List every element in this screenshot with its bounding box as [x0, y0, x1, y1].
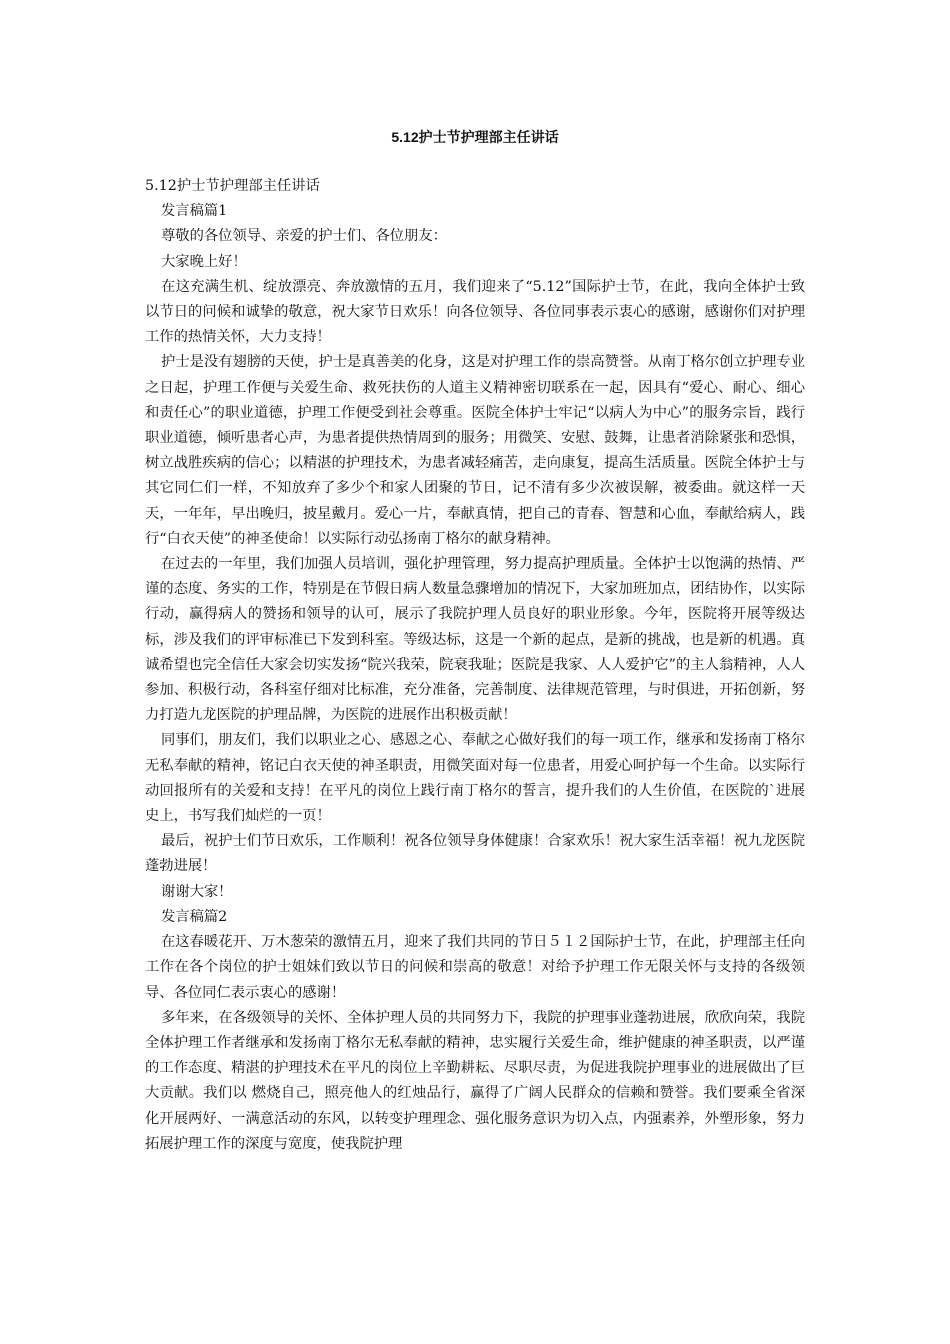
paragraph: 护士是没有翅膀的天使，护士是真善美的化身，这是对护理工作的崇高赞誉。从南丁格尔创立护理专业之日起，护理工作便与关爱生命、救死扶伤的人道主义精神密切联系在一起，因具有“爱心、耐心、细心和责任心”的职业道德，护理工作便受到社会尊重。医院全体护士牢记“以病人为中心”的服务宗旨，践行职业道德，倾听患者心声，为患者提供热情周到的服务；用微笑、安慰、鼓舞，让患者消除紧张和恐惧，树立战胜疾病的信心；以精湛的护理技术，为患者减轻痛苦，走向康复，提高生活质量。医院全体护士与其它同仁们一样，不知放弃了多少个和家人团聚的节日，记不清有多少次被误解，被委曲。就这样一天天，一年年，早出晚归，披星戴月。爱心一片，奉献真情，把自己的青春、智慧和心血，奉献给病人，践行“白衣天使”的神圣使命！以实际行动弘扬南丁格尔的献身精神。 [145, 354, 805, 547]
paragraph-greeting: 大家晚上好！ [161, 253, 247, 270]
paragraph-thanks: 谢谢大家！ [161, 883, 233, 900]
paragraph: 在这春暖花开、万木葱荣的激情五月，迎来了我们共同的节日５１２国际护士节，在此，护理部主任向工作在各个岗位的护士姐妹们致以节日的问候和崇高的敬意！对给予护理工作无限关怀与支持的各级领导、各位同仁表示衷心的感谢！ [145, 934, 805, 1001]
document-title: 5.12护士节护理部主任讲话 [391, 129, 559, 145]
paragraph: 在过去的一年里，我们加强人员培训，强化护理管理，努力提高护理质量。全体护士以饱满的热情、严谨的态度、务实的工作，特别是在节假日病人数量急骤增加的情况下，大家加班加点，团结协作，以实际行动，赢得病人的赞扬和领导的认可，展示了我院护理人员良好的职业形象。今年，医院将开展等级达标，涉及我们的评审标准已下发到科室。等级达标，这是一个新的起点，是新的挑战，也是新的机遇。真诚希望也完全信任大家会切实发扬“院兴我荣，院衰我耻；医院是我家、人人爱护它”的主人翁精神，人人参加、积极行动，各科室仔细对比标准，充分准备，完善制度、法律规范管理，与时俱进，开拓创新，努力打造九龙医院的护理品牌，为医院的进展作出积极贡献！ [145, 556, 805, 724]
paragraph-speech-2-label: 发言稿篇2 [161, 908, 228, 925]
paragraph-speech-1-label: 发言稿篇1 [161, 203, 228, 220]
paragraph: 在这充满生机、绽放漂亮、奔放激情的五月，我们迎来了“5.12”国际护士节，在此，我向全体护士致以节日的问候和诚挚的敬意，祝大家节日欢乐！向各位领导、各位同事表示衷心的感谢，感谢你们对护理工作的热情关怀，大力支持！ [145, 278, 805, 346]
paragraph-heading: 5.12护士节护理部主任讲话 [145, 178, 320, 194]
paragraph: 最后，祝护士们节日欢乐，工作顺利！祝各位领导身体健康！合家欢乐！祝大家生活幸福！祝九龙医院蓬勃进展！ [145, 833, 805, 875]
paragraph: 多年来，在各级领导的关怀、全体护理人员的共同努力下，我院的护理事业蓬勃进展，欣欣向荣，我院全体护理工作者继承和发扬南丁格尔无私奉献的精神，忠实履行关爱生命，维护健康的神圣职责，以严谨的工作态度、精湛的护理技术在平凡的岗位上辛勤耕耘、尽职尽责，为促进我院护理事业的进展做出了巨大贡献。我们以 燃烧自己，照亮他人的红烛品行，赢得了广阔人民群众的信赖和赞誉。我们要乘全省深化开展两好、一满意活动的东风，以转变护理理念、强化服务意识为切入点，内强素养，外塑形象，努力拓展护理工作的深度与宽度，使我院护理 [145, 1009, 805, 1152]
document-body [145, 174, 805, 1157]
paragraph: 同事们，朋友们，我们以职业之心、感恩之心、奉献之心做好我们的每一项工作，继承和发扬南丁格尔无私奉献的精神，铭记白衣天使的神圣职责，用微笑面对每一位患者，用爱心呵护每一个生命。以实际行动回报所有的关爱和支持！在平凡的岗位上践行南丁格尔的誓言，提升我们的人生价值，在医院的`进展史上，书写我们灿烂的一页！ [145, 732, 805, 825]
paragraph-salutation: 尊敬的各位领导、亲爱的护士们、各位朋友： [161, 228, 447, 245]
